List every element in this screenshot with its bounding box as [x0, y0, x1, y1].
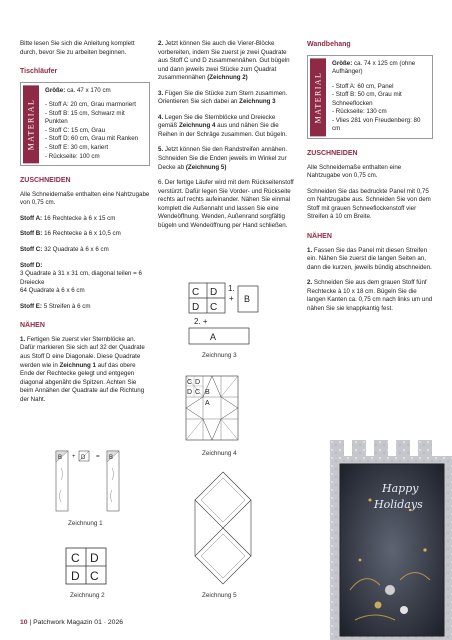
fabric-b-text: 16 Rechtecke à 6 x 10,5 cm — [42, 230, 121, 238]
caption-5: Zeichnung 5 — [202, 592, 237, 599]
sewing-heading: NÄHEN — [20, 322, 45, 330]
size-label: Größe: — [45, 86, 66, 94]
fabric-d-text-2: 64 Quadrate à 6 x 6 cm — [20, 287, 85, 295]
material-item: - Stoff E: 30 cm, kariert — [45, 144, 109, 152]
fabric-e-text: 5 Streifen à 6 cm — [42, 302, 91, 310]
wall-hanging-photo — [330, 440, 452, 640]
step-text: aus und nähen Sie die Reihen in der Schräge zusammen. Gut bügeln. — [158, 122, 287, 138]
cut-a — [20, 215, 150, 224]
material-item: - Stoff A: 20 cm, Grau marmoriert — [45, 101, 137, 109]
material-item: - Stoff A: 60 cm, Panel — [332, 82, 394, 90]
fig3-step2: 2. + — [194, 317, 208, 326]
fabric-d-text-1: 3 Quadrate à 31 x 31 cm, diagonal teilen = 6 Dreiecke — [20, 270, 142, 286]
step-number: 5. — [158, 146, 164, 154]
fabric-e-label: Stoff E: — [20, 302, 42, 310]
step-text: Fertigen Sie zuerst vier Sternblöcke an. Dafür markieren Sie sich auf 32 der Quadrate aus Stoff D eine Diagonale. Diese Quadrate werden wie in — [20, 335, 145, 369]
page-footer — [20, 618, 123, 627]
material-item: - Stoff B: 15 cm, Schwarz mit Punkten — [45, 109, 125, 126]
magazine-name: | Patchwork Magazin 01 · 2026 — [27, 619, 124, 626]
intro-text: Bitte lesen Sie sich die Anleitung komplett durch, bevor Sie zu arbeiten beginnen. — [20, 40, 135, 56]
fig2-d: D — [90, 551, 99, 565]
step-text: Jetzt können Sie den Randstreifen annähen. Schneiden Sie die Enden jeweils im Winkel zur Decke ab — [158, 146, 288, 171]
material-item: - Vlies 281 von Freudenberg: 80 cm — [332, 116, 421, 133]
fig2-c: C — [71, 551, 80, 565]
wall-hanging-heading: Wandbehang — [307, 41, 351, 48]
step-text: Fügen Sie die Stücke zum Stern zusammen. Orientieren Sie sich dabei an — [158, 89, 288, 106]
sewing-heading-wall: NÄHEN — [307, 232, 332, 240]
fig4-a: A — [205, 400, 210, 407]
material-box-wall — [307, 55, 433, 139]
fig3-a: A — [210, 332, 217, 342]
fig1-b-label: B — [58, 455, 63, 461]
fabric-c-label: Stoff C: — [20, 245, 43, 253]
step-2 — [158, 40, 296, 83]
banner-text-holidays: Holidays — [374, 498, 423, 511]
table-runner-heading: Tischläufer — [20, 68, 58, 76]
step-4 — [158, 114, 296, 140]
material-item: - Stoff B: 50 cm, Grau mit Schneeflocken — [332, 91, 402, 107]
caption-2: Zeichnung 2 — [70, 592, 105, 599]
step-3 — [158, 90, 296, 107]
fig3-c2: C — [210, 302, 218, 313]
wall-step-2 — [307, 279, 433, 313]
step-text: auf das obere Ende der Rechtecke gelegt und entgegen diagonal abgenäht die Spitzen. Achten Sie beim Annähen der Quadrate auf die Richtung der Naht. — [20, 361, 145, 403]
cut-d — [20, 262, 150, 296]
step-number: 1. — [307, 246, 313, 254]
fig4-c2: C — [195, 389, 201, 396]
fig3-c: C — [192, 287, 200, 298]
cutting-heading: ZUSCHNEIDEN — [20, 177, 71, 185]
step-text: Fassen Sie das Panel mit diesen Streifen ein. Nähen Sie zuerst die langen Seiten an, dann die kurzen, jeweils bündig abschneiden. — [307, 246, 432, 271]
material-box-runner — [20, 82, 150, 166]
column-1 — [20, 40, 150, 411]
figure-ref: Zeichnung 3 — [239, 98, 276, 106]
wall-step-1 — [307, 247, 433, 273]
material-item: - Stoff D: 60 cm, Grau mit Ranken — [45, 135, 139, 143]
fig2-d2: D — [71, 569, 80, 583]
figure-ref: (Zeichnung 2) — [207, 74, 248, 82]
caption-4: Zeichnung 4 — [202, 450, 237, 457]
step-number: 1. — [20, 335, 26, 343]
drawing-3 — [188, 282, 268, 348]
fig1-equals: = — [96, 454, 100, 460]
step-text: Legen Sie die Sternblöcke und Dreiecke gemäß — [158, 113, 276, 130]
size-value: ca. 47 x 170 cm — [65, 86, 111, 94]
fabric-a-label: Stoff A: — [20, 214, 43, 222]
cutting-intro-wall: Alle Schneidemaße enthalten eine Nahtzugabe von 0,75 cm. — [307, 163, 402, 180]
fig2-c2: C — [90, 569, 99, 583]
drawing-4 — [185, 375, 241, 443]
fig3-step1: 1. — [228, 284, 235, 293]
material-item: - Rückseite: 100 cm — [45, 152, 100, 160]
step-text: Jetzt können Sie auch die Vierer-Blöcke vorbereiten, indem Sie zuerst je zwei Quadrate aus Stoff C und D zusammennähen. Gut bügeln und dann jeweils zwei Stücke zum Quadrat zusammennähen — [158, 40, 290, 82]
material-item: - Stoff C: 15 cm, Grau — [45, 126, 106, 134]
banner-text-happy: Happy — [382, 482, 419, 495]
step-5 — [158, 146, 296, 172]
cut-e — [20, 303, 150, 312]
drawing-2 — [65, 547, 109, 587]
step-number: 2. — [158, 40, 164, 47]
fig4-c: C — [187, 379, 193, 386]
material-item: - Rückseite: 130 cm — [332, 108, 387, 116]
fabric-c-text: 32 Quadrate à 6 x 6 cm — [42, 245, 109, 253]
drawing-1 — [55, 450, 125, 512]
fabric-d-label: Stoff D: — [20, 261, 43, 269]
material-label: MATERIAL — [310, 58, 326, 136]
fig1-d-label: D — [81, 455, 86, 461]
figure-ref: (Zeichnung 5) — [185, 163, 227, 171]
fabric-a-text: 16 Rechtecke à 6 x 15 cm — [42, 214, 116, 222]
drawing-5 — [193, 470, 253, 588]
cutting-heading-wall: ZUSCHNEIDEN — [307, 150, 358, 158]
fig3-b: B — [244, 294, 251, 304]
fig4-d: D — [195, 379, 201, 386]
cutting-text-wall: Schneiden Sie das bedruckte Panel mit 0,75 cm Nahtzugabe aus. Schneiden Sie von dem Stoff mit grauen Schneeflockenstoff vier Streifen à 10 cm Breite. — [307, 187, 431, 221]
fig4-d2: D — [187, 389, 193, 396]
figure-ref: Zeichnung 4 — [178, 122, 216, 130]
fig3-d2: D — [192, 302, 200, 313]
page-number: 10 — [20, 619, 28, 626]
caption-1: Zeichnung 1 — [68, 520, 103, 527]
size-value: ca. 74 x 125 cm (ohne Aufhänger) — [332, 59, 416, 76]
cut-c — [20, 246, 150, 255]
fabric-b-label: Stoff B: — [20, 230, 43, 238]
fig1-b-label-2: B — [109, 455, 114, 461]
cutting-intro: Alle Schneidemaße enthalten eine Nahtzugabe von 0,75 cm. — [20, 190, 150, 207]
fig1-plus: + — [72, 454, 76, 460]
step-number: 2. — [307, 279, 313, 287]
fig3-d: D — [210, 287, 218, 298]
column-2 — [158, 40, 296, 237]
step-number: 3. — [158, 89, 164, 97]
step-text: Schneiden Sie aus dem grauen Stoff fünf Rechtecke à 10 x 18 cm. Bügeln Sie die langen Kanten ca. 0,75 cm nach links um und nähen Sie sie knappkantig fest. — [307, 279, 433, 312]
step-number: 4. — [158, 113, 164, 121]
cut-b — [20, 230, 150, 239]
material-label: MATERIAL — [23, 85, 39, 163]
step-6: 6. Der fertige Läufer wird mit dem Rückseitenstoff verstürzt. Dafür legen Sie Vorder- und Rückseite rechts auf rechts aufeinander. Nähen Sie einmal komplett die Außennaht und lassen Sie eine Wendeöffnung. Wenden, Außenrand sorgfältig bügeln und Wendeöffnung per Hand schließen. — [158, 179, 294, 229]
fig3-plus: + — [229, 294, 234, 303]
caption-3: Zeichnung 3 — [202, 352, 237, 359]
size-label: Größe: — [332, 59, 353, 67]
figure-ref: Zeichnung 1 — [59, 361, 97, 369]
sew-step-1 — [20, 336, 150, 404]
fig4-b: B — [205, 389, 210, 396]
column-3 — [307, 40, 433, 320]
